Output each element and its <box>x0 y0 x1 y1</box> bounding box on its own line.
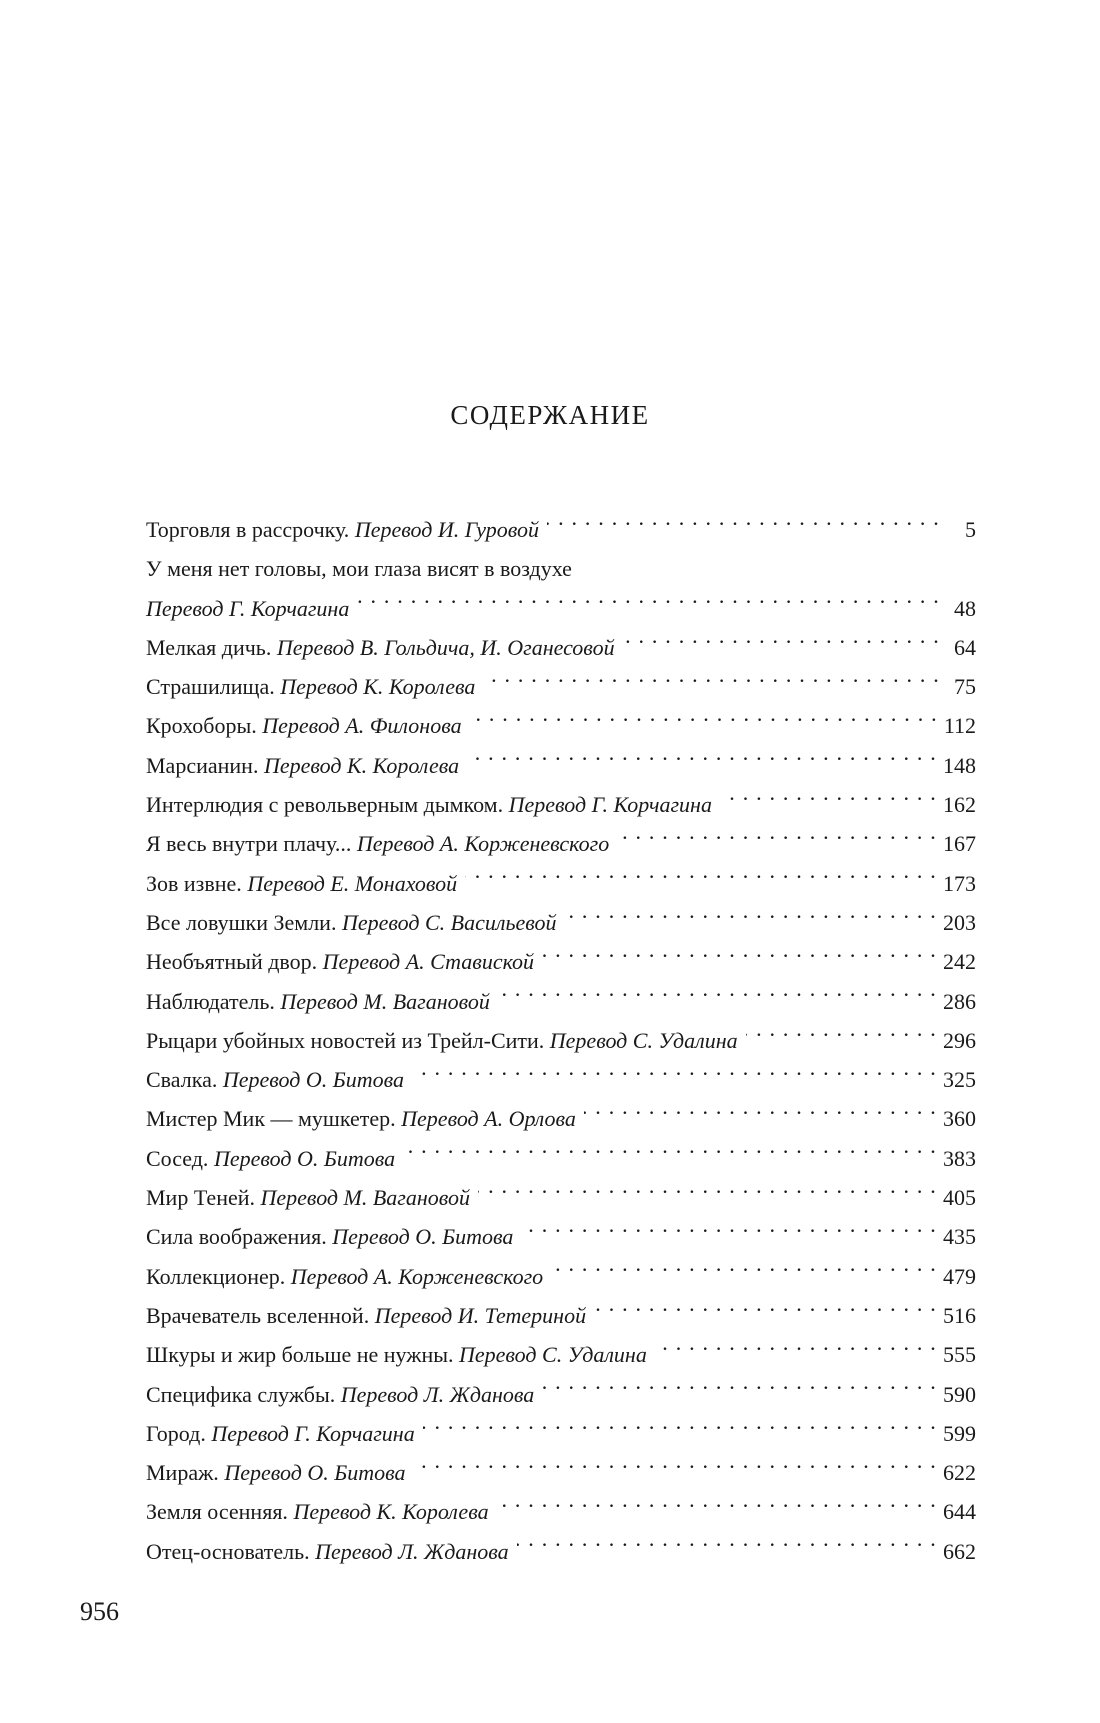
dot-leader <box>542 947 937 969</box>
translator-credit: Перевод А. Корженевского <box>356 831 610 857</box>
translator-credit: Перевод Л. Жданова <box>315 1538 509 1564</box>
dot-leader <box>623 633 940 655</box>
dot-leader <box>521 1222 937 1244</box>
story-title: Свалка. <box>146 1067 218 1093</box>
translator-credit: Перевод О. Битова <box>224 1460 406 1486</box>
translator-credit: Перевод О. Битова <box>213 1145 396 1171</box>
page-number: 173 <box>943 870 976 896</box>
story-title: Сосед. <box>146 1145 209 1171</box>
story-title: Наблюдатель. <box>146 988 275 1014</box>
page-number: 203 <box>943 909 976 935</box>
dot-leader <box>403 1144 937 1166</box>
story-title: Торговля в рассрочку. <box>146 517 350 542</box>
dot-leader <box>470 711 938 733</box>
toc-entry <box>146 1414 976 1453</box>
story-title: Зов извне. <box>146 870 242 896</box>
story-title: Все ловушки Земли. <box>146 909 337 935</box>
toc-entry <box>146 1217 976 1256</box>
dot-leader <box>617 829 937 851</box>
dot-leader <box>547 515 940 537</box>
dot-leader <box>497 1497 937 1519</box>
toc-entry <box>146 982 976 1021</box>
dot-leader <box>412 1065 937 1087</box>
page-number: 148 <box>943 752 976 778</box>
dot-leader <box>594 1301 937 1323</box>
translator-credit: Перевод С. Васильевой <box>341 909 557 935</box>
toc-entry <box>146 1492 976 1531</box>
page-number: 435 <box>943 1224 976 1250</box>
dot-leader <box>542 1380 937 1402</box>
page-number: 296 <box>943 1027 976 1053</box>
page-number: 622 <box>943 1460 976 1486</box>
story-title: Отец-основатель. <box>146 1538 310 1564</box>
translator-credit: Перевод О. Битова <box>222 1067 404 1093</box>
page-number: 162 <box>943 792 976 818</box>
page-number: 405 <box>943 1185 976 1211</box>
translator-credit: Перевод К. Королева <box>293 1499 489 1525</box>
page-number: 516 <box>943 1302 976 1328</box>
translator-credit: Перевод С. Удалина <box>459 1342 647 1368</box>
translator-credit: Перевод К. Королева <box>280 674 476 700</box>
page-number: 662 <box>943 1538 976 1564</box>
story-title: Врачеватель вселенной. <box>146 1302 370 1328</box>
page-number: 599 <box>943 1420 976 1446</box>
page-number: 644 <box>943 1499 976 1525</box>
contents-list <box>146 510 976 1571</box>
translator-credit: Перевод М. Вагановой <box>280 988 490 1014</box>
page-number: 325 <box>943 1067 976 1093</box>
dot-leader <box>483 672 940 694</box>
translator-credit: Перевод В. Гольдича, И. Оганесовой <box>276 634 615 660</box>
translator-credit: Перевод Г. Корчагина <box>146 595 350 621</box>
toc-entry <box>146 549 976 628</box>
toc-entry <box>146 628 976 667</box>
dot-leader <box>517 1537 937 1559</box>
toc-entry <box>146 824 976 863</box>
story-title: Специфика службы. <box>146 1381 336 1407</box>
page-number: 167 <box>943 831 976 857</box>
toc-entry <box>146 746 976 785</box>
story-title: Интерлюдия с револьверным дымком. <box>146 792 504 818</box>
toc-entry <box>146 785 976 824</box>
dot-leader <box>551 1262 937 1284</box>
story-title: Город. <box>146 1420 206 1446</box>
translator-credit: Перевод А. Корженевского <box>290 1263 544 1289</box>
page-number: 5 <box>965 517 976 542</box>
translator-credit: Перевод Г. Корчагина <box>508 792 712 818</box>
story-title: Необъятный двор. <box>146 949 318 975</box>
dot-leader <box>746 1026 937 1048</box>
dot-leader <box>564 908 937 930</box>
page-number: 286 <box>943 988 976 1014</box>
dot-leader <box>498 987 937 1009</box>
translator-credit: Перевод А. Филонова <box>262 713 462 739</box>
toc-entry <box>146 1021 976 1060</box>
story-title: Мир Теней. <box>146 1185 256 1211</box>
toc-entry <box>146 1296 976 1335</box>
story-title: Сила воображения. <box>146 1224 327 1250</box>
story-title: У меня нет головы, мои глаза висят в воздухе <box>146 556 572 582</box>
dot-leader <box>357 594 940 616</box>
toc-entry <box>146 864 976 903</box>
page-folio: 956 <box>80 1597 119 1626</box>
story-title: Мелкая дичь. <box>146 634 272 660</box>
dot-leader <box>467 751 937 773</box>
dot-leader <box>423 1419 937 1441</box>
page-number: 383 <box>943 1145 976 1171</box>
toc-entry <box>146 1178 976 1217</box>
translator-credit: Перевод О. Битова <box>332 1224 514 1250</box>
page-number: 590 <box>943 1381 976 1407</box>
story-title: Крохоборы. <box>146 713 257 739</box>
toc-entry <box>146 510 976 549</box>
translator-credit: Перевод Е. Монаховой <box>247 870 458 896</box>
translator-credit: Перевод А. Орлова <box>401 1106 576 1132</box>
dot-leader <box>478 1183 937 1205</box>
page-number: 555 <box>943 1342 976 1368</box>
story-title: Я весь внутри плачу... <box>146 831 352 857</box>
page-number: 242 <box>943 949 976 975</box>
toc-entry <box>146 1257 976 1296</box>
toc-entry <box>146 1335 976 1374</box>
translator-credit: Перевод И. Тетериной <box>374 1302 587 1328</box>
translator-credit: Перевод Г. Корчагина <box>211 1420 415 1446</box>
toc-entry <box>146 1453 976 1492</box>
translator-credit: Перевод Л. Жданова <box>340 1381 535 1407</box>
dot-leader <box>655 1340 937 1362</box>
story-title: Мистер Мик — мушкетер. <box>146 1106 396 1132</box>
toc-entry <box>146 706 976 745</box>
toc-entry <box>146 667 976 706</box>
dot-leader <box>465 869 937 891</box>
toc-entry <box>146 903 976 942</box>
translator-credit: Перевод М. Вагановой <box>260 1185 471 1211</box>
story-title: Коллекционер. <box>146 1263 286 1289</box>
translator-credit: Перевод С. Удалина <box>549 1027 738 1053</box>
toc-entry <box>146 1375 976 1414</box>
toc-entry <box>146 1060 976 1099</box>
toc-entry <box>146 942 976 981</box>
page-number: 64 <box>954 634 976 660</box>
toc-entry <box>146 1139 976 1178</box>
story-title: Шкуры и жир больше не нужны. <box>146 1342 454 1368</box>
story-title: Мираж. <box>146 1460 219 1486</box>
story-title: Рыцари убойных новостей из Трейл-Сити. <box>146 1027 545 1053</box>
dot-leader <box>413 1458 937 1480</box>
story-title: Земля осенняя. <box>146 1499 288 1525</box>
translator-credit: Перевод А. Ставиской <box>322 949 535 975</box>
page-number: 360 <box>943 1106 976 1132</box>
toc-entry <box>146 1099 976 1138</box>
page-number: 479 <box>943 1263 976 1289</box>
story-title: Марсианин. <box>146 752 259 778</box>
dot-leader <box>584 1104 937 1126</box>
translator-credit: Перевод К. Королева <box>263 752 460 778</box>
page-number: 75 <box>954 674 976 700</box>
dot-leader <box>720 790 937 812</box>
story-title: Страшилища. <box>146 674 275 700</box>
page-number: 112 <box>943 713 976 739</box>
contents-heading: СОДЕРЖАНИЕ <box>450 400 650 430</box>
toc-entry <box>146 1532 976 1571</box>
translator-credit: Перевод И. Гуровой <box>354 517 540 542</box>
page-number: 48 <box>954 595 976 621</box>
